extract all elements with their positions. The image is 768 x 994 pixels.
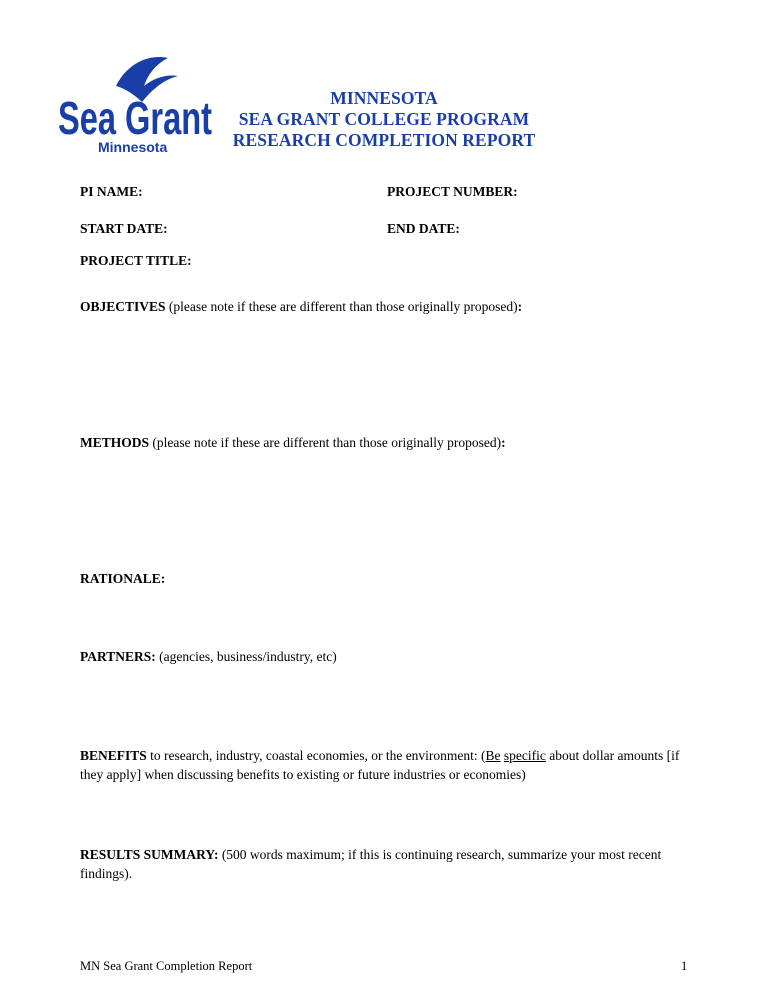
header-line-state: MINNESOTA [330, 88, 438, 108]
results-summary-note: (500 words maximum; if this is continuing research, summarize your most recent findings). [80, 847, 662, 881]
results-summary-section [80, 845, 700, 883]
methods-note: (please note if these are different than those originally proposed) [149, 435, 502, 450]
header-line-program: SEA GRANT COLLEGE PROGRAM [238, 109, 530, 129]
footer-title: MN Sea Grant Completion Report [80, 959, 253, 973]
project-number-label: PROJECT NUMBER: [387, 184, 518, 199]
objectives-note: (please note if these are different than those originally proposed) [165, 299, 518, 314]
partners-heading: PARTNERS: [80, 649, 156, 664]
methods-heading: METHODS [80, 435, 150, 450]
results-summary-heading: RESULTS SUMMARY: [80, 847, 219, 862]
header-line-report: RESEARCH COMPLETION REPORT [232, 130, 536, 150]
benefits-heading: BENEFITS [80, 748, 147, 763]
pi-name-label: PI NAME: [80, 184, 143, 199]
end-date-label: END DATE: [387, 221, 460, 236]
benefits-note: to research, industry, coastal economies, or the environment: ( [146, 748, 486, 763]
partners-section [80, 647, 700, 666]
objectives-heading: OBJECTIVES [80, 299, 166, 314]
page-number: 1 [681, 959, 688, 973]
rationale-heading: RATIONALE: [80, 571, 166, 586]
start-date-label: START DATE: [80, 221, 168, 236]
partners-note: (agencies, business/industry, etc) [155, 649, 337, 664]
project-title-label: PROJECT TITLE: [80, 253, 192, 268]
logo-subtitle: Minnesota [98, 139, 168, 155]
methods-section: METHODS (please note if these are different than those originally proposed): [80, 435, 506, 450]
objectives-section: OBJECTIVES (please note if these are different than those originally proposed): [80, 299, 523, 314]
benefits-section: BENEFITS to research, industry, coastal economies, or the environment: (Be specific about dollar amounts [if they apply] when discussing benefits to existing or future industries or economies) [80, 748, 680, 782]
logo-wordmark: Sea Grant [58, 92, 212, 144]
sea-grant-logo [58, 52, 214, 156]
rationale-section [80, 569, 700, 588]
report-header [225, 88, 543, 151]
